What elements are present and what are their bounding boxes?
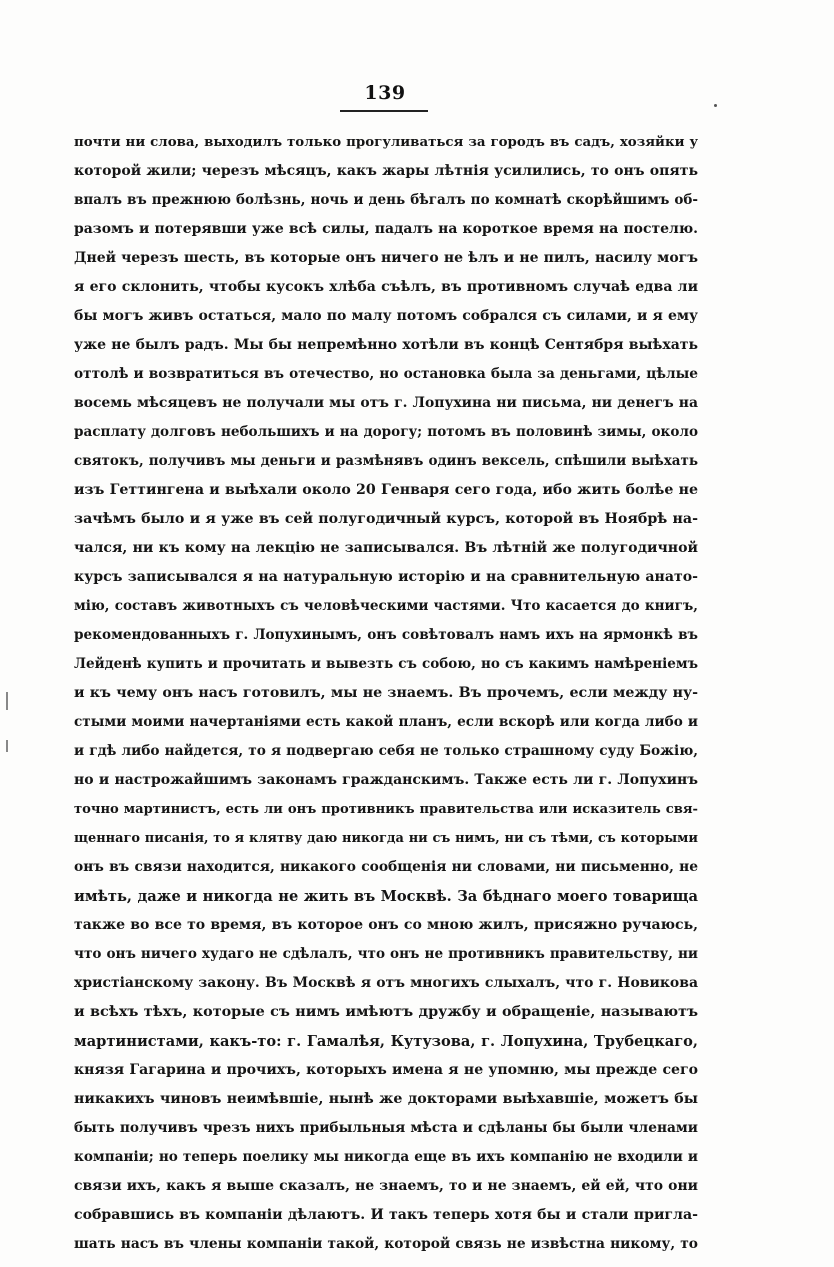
text-line: расплату долговъ небольшихъ и на дорогу; потомъ въ половинѣ зимы, около xyxy=(74,424,698,440)
text-line: также во все то время, въ которое онъ со мною жилъ, присяжно ручаюсь, xyxy=(74,917,698,933)
text-line: почти ни слова, выходилъ только прогуливаться за городъ въ садъ, хозяйки у xyxy=(74,134,698,150)
text-line: что онъ ничего худаго не сдѣлалъ, что онъ не противникъ правительству, ни xyxy=(74,946,698,962)
text-line: бы могъ живъ остаться, мало по малу потомъ собрался съ силами, и я ему xyxy=(74,308,698,324)
text-line: онъ въ связи находится, никакого сообщенія ни словами, ни письменно, не xyxy=(74,859,698,875)
text-line: князя Гагарина и прочихъ, которыхъ имена я не упомню, мы прежде сего xyxy=(74,1062,698,1078)
margin-mark xyxy=(6,740,8,752)
body-text xyxy=(74,128,698,1259)
text-line: шать насъ въ члены компаніи такой, которой связь не извѣстна никому, то xyxy=(74,1236,698,1252)
text-line: мартинистами, какъ-то: г. Гамалѣя, Кутузова, г. Лопухина, Трубецкаго, xyxy=(74,1033,698,1050)
text-line: рекомендованныхъ г. Лопухинымъ, онъ совѣтовалъ намъ ихъ на ярмонкѣ въ xyxy=(74,627,698,643)
text-line: мію, составъ животныхъ съ человѣческими частями. Что касается до книгъ, xyxy=(74,598,698,614)
text-line: и всѣхъ тѣхъ, которые съ нимъ имѣютъ дружбу и обращеніе, называютъ xyxy=(74,1004,698,1020)
header-rule xyxy=(340,110,428,112)
text-line: разомъ и потерявши уже всѣ силы, падалъ на короткое время на постелю. xyxy=(74,221,698,237)
text-line: курсъ записывался я на натуральную исторію и на сравнительную анато- xyxy=(74,569,698,585)
text-line: имѣть, даже и никогда не жить въ Москвѣ. За бѣднаго моего товарища xyxy=(74,888,698,905)
text-line: быть получивъ чрезъ нихъ прибыльныя мѣста и сдѣланы бы были членами xyxy=(74,1120,698,1136)
text-line: которой жили; черезъ мѣсяцъ, какъ жары лѣтнія усилились, то онъ опять xyxy=(74,163,698,179)
text-line: щеннаго писанія, то я клятву даю никогда ни съ нимъ, ни съ тѣми, съ которыми xyxy=(74,831,698,846)
text-line: святокъ, получивъ мы деньги и размѣнявъ одинъ вексель, спѣшили выѣхать xyxy=(74,453,698,469)
text-line: чался, ни къ кому на лекцію не записывался. Въ лѣтній же полугодичной xyxy=(74,540,698,556)
text-line: собравшись въ компаніи дѣлаютъ. И такъ теперь хотя бы и стали пригла- xyxy=(74,1207,698,1223)
margin-mark xyxy=(6,692,8,710)
text-line: и гдѣ либо найдется, то я подвергаю себя не только страшному суду Божію, xyxy=(74,743,698,759)
text-line: христіанскому закону. Въ Москвѣ я отъ многихъ слыхалъ, что г. Новикова xyxy=(74,975,698,991)
text-line: Дней черезъ шесть, въ которые онъ ничего не ѣлъ и не пилъ, насилу могъ xyxy=(74,250,698,266)
text-line: компаніи; но теперь поелику мы никогда еще въ ихъ компанію не входили и xyxy=(74,1149,698,1165)
text-line: Лейденѣ купить и прочитать и вывезть съ собою, но съ какимъ намѣреніемъ xyxy=(74,656,698,672)
text-line: никакихъ чиновъ неимѣвшіе, нынѣ же докторами выѣхавшіе, можетъ бы xyxy=(74,1091,698,1107)
text-line: но и настрожайшимъ законамъ гражданскимъ. Также есть ли г. Лопухинъ xyxy=(74,772,698,788)
text-line: точно мартинистъ, есть ли онъ противникъ правительства или исказитель свя- xyxy=(74,802,698,817)
print-speck xyxy=(714,104,717,107)
page-number: 139 xyxy=(364,82,406,104)
text-line: и къ чему онъ насъ готовилъ, мы не знаемъ. Въ прочемъ, если между ну- xyxy=(74,685,698,701)
text-line: уже не былъ радъ. Мы бы непремѣнно хотѣли въ концѣ Сентября выѣхать xyxy=(74,337,698,353)
text-line: связи ихъ, какъ я выше сказалъ, не знаемъ, то и не знаемъ, ей ей, что они xyxy=(74,1178,698,1194)
text-line: я его склонить, чтобы кусокъ хлѣба съѣлъ, въ противномъ случаѣ едва ли xyxy=(74,279,698,295)
text-line: изъ Геттингена и выѣхали около 20 Генваря сего года, ибо жить болѣе не xyxy=(74,482,698,498)
text-line: впалъ въ прежнюю болѣзнь, ночь и день бѣгалъ по комнатѣ скорѣйшимъ об- xyxy=(74,192,698,208)
text-line: восемь мѣсяцевъ не получали мы отъ г. Лопухина ни письма, ни денегъ на xyxy=(74,395,698,411)
text-line: зачѣмъ было и я уже въ сей полугодичный курсъ, которой въ Ноябрѣ на- xyxy=(74,511,698,527)
text-line: стыми моими начертаніями есть какой планъ, если вскорѣ или когда либо и xyxy=(74,714,698,730)
text-line: оттолѣ и возвратиться въ отечество, но остановка была за деньгами, цѣлые xyxy=(74,366,698,382)
